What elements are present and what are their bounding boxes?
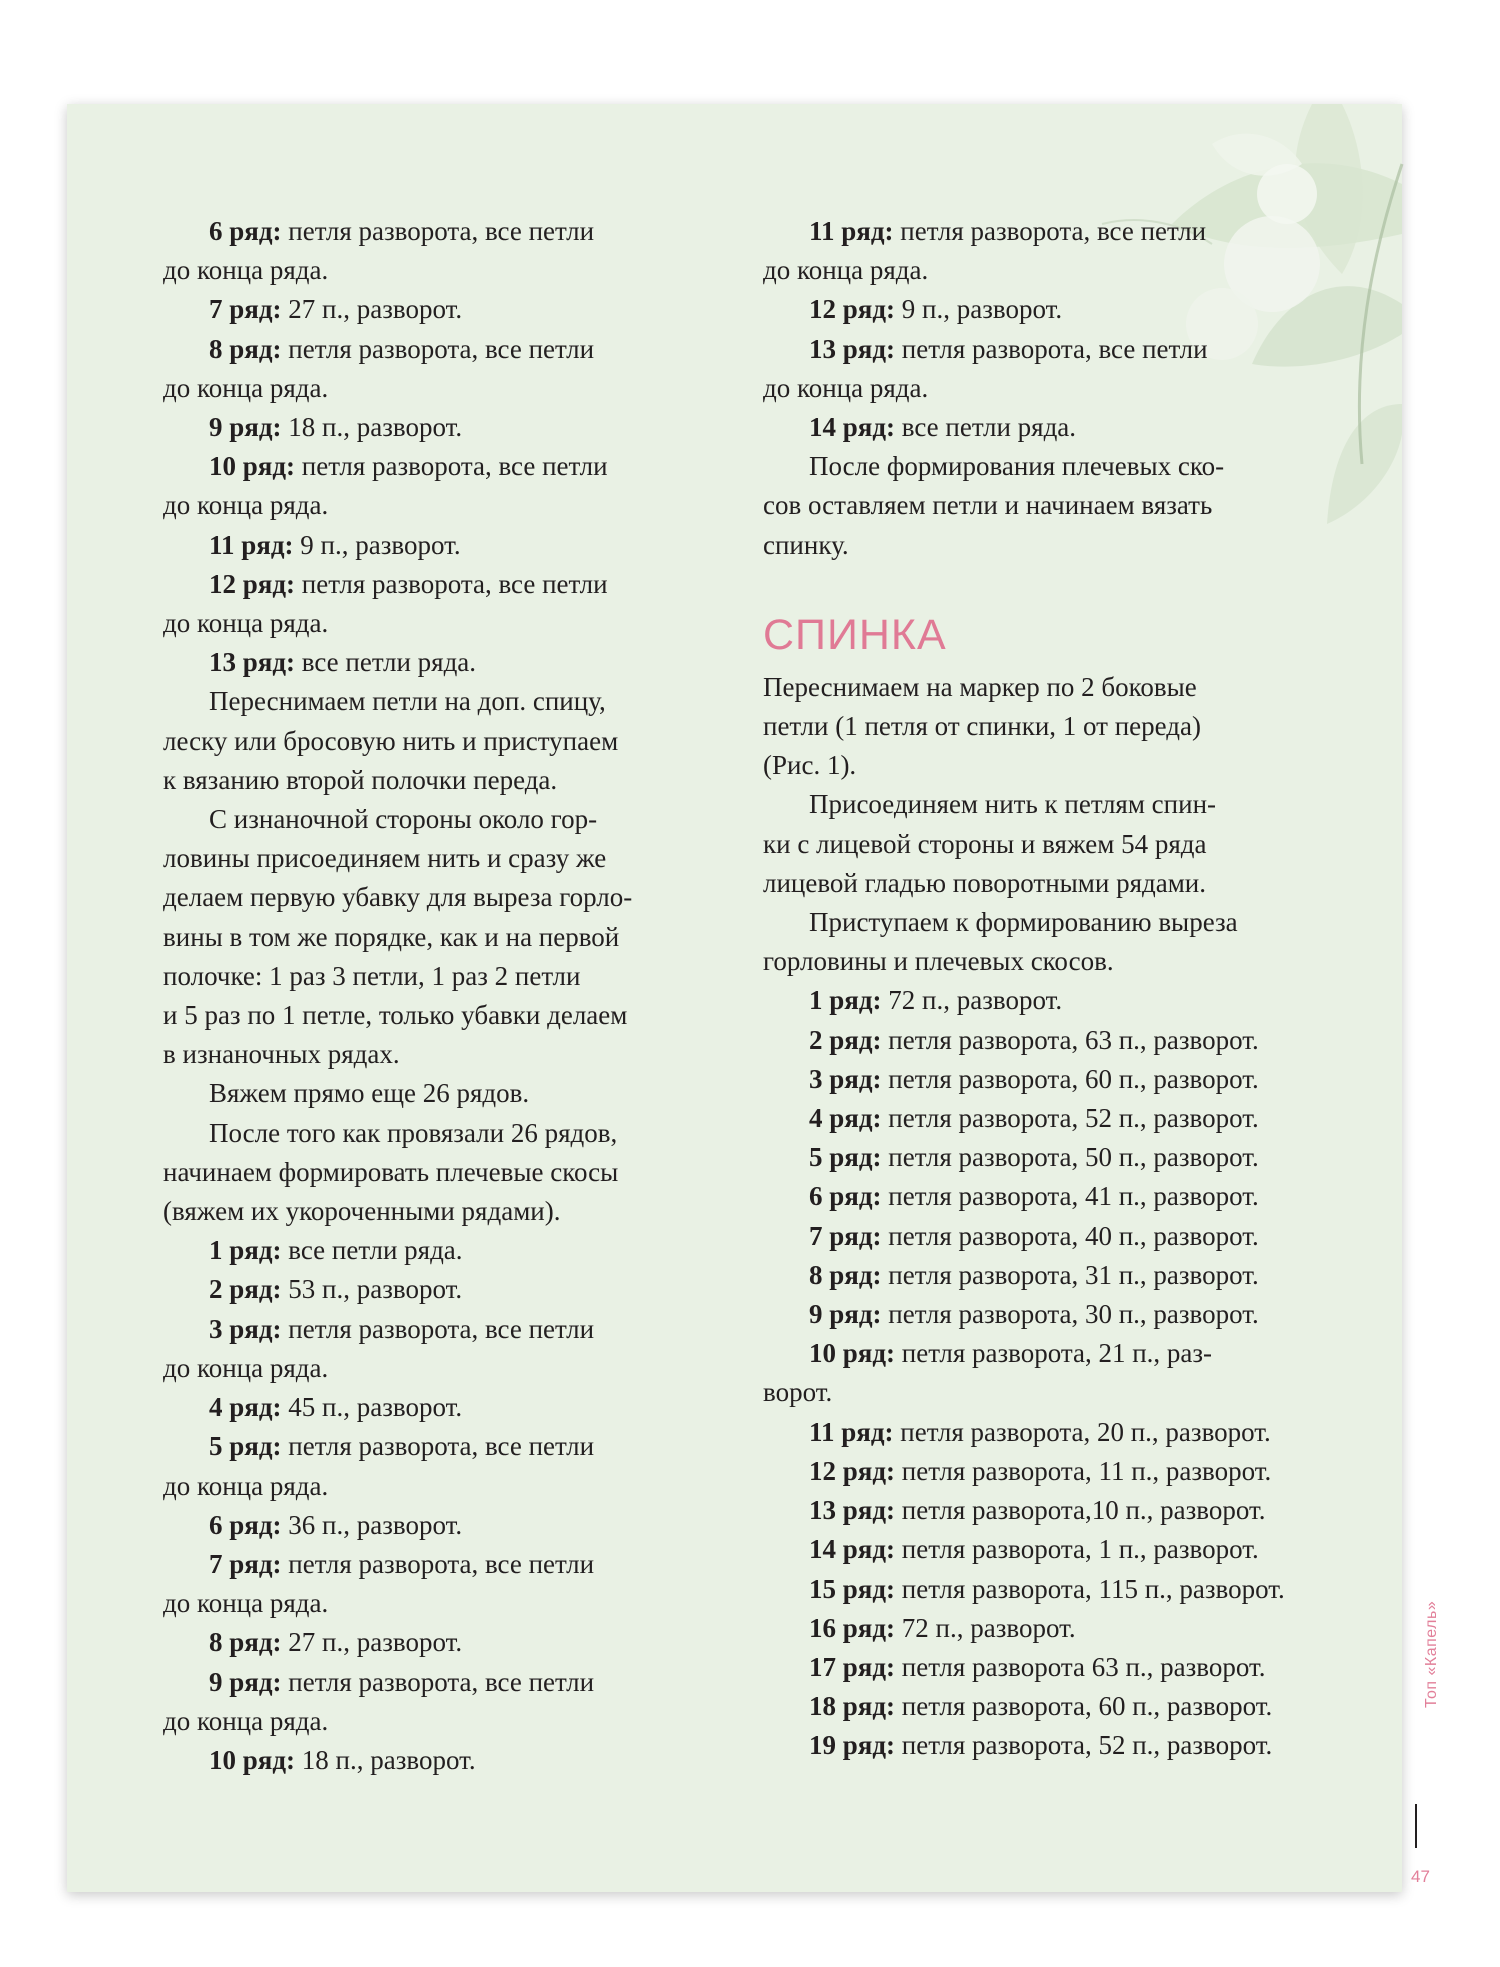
text-line: ки с лицевой стороны и вяжем 54 ряда — [763, 828, 1207, 859]
section-heading: СПИНКА — [763, 610, 947, 659]
text-line: 12 ряд: 9 п., разворот. — [809, 294, 1063, 325]
text-line: 9 ряд: петля разворота, все петли — [209, 1666, 595, 1697]
text-line: до конца ряда. — [763, 372, 929, 403]
text-line: 15 ряд: петля разворота, 115 п., разворот. — [809, 1573, 1285, 1604]
text-line: до конца ряда. — [163, 1588, 329, 1619]
text-line: вины в том же порядке, как и на первой — [163, 921, 620, 952]
text-line: ловины присоединяем нить и сразу же — [163, 843, 607, 874]
text-line: 11 ряд: 9 п., разворот. — [209, 529, 461, 560]
text-line: до конца ряда. — [763, 255, 929, 286]
page — [67, 104, 1440, 1892]
text-line: 8 ряд: петля разворота, 31 п., разворот. — [809, 1259, 1259, 1290]
text-line: 7 ряд: петля разворота, 40 п., разворот. — [809, 1220, 1259, 1251]
text-line: 18 ряд: петля разворота, 60 п., разворот. — [809, 1691, 1273, 1722]
text-line: 3 ряд: петля разворота, 60 п., разворот. — [809, 1063, 1259, 1094]
text-line: С изнаночной стороны около гор- — [209, 804, 598, 835]
text-line: 13 ряд: петля разворота, все петли — [809, 333, 1208, 364]
text-line: 12 ряд: петля разворота, 11 п., разворот. — [809, 1455, 1272, 1486]
spacer — [763, 565, 1323, 608]
text-line: до конца ряда. — [163, 255, 329, 286]
text-line: и 5 раз по 1 петле, только убавки делаем — [163, 1000, 628, 1031]
text-line: 4 ряд: петля разворота, 52 п., разворот. — [809, 1103, 1259, 1134]
text-line: 8 ряд: петля разворота, все петли — [209, 333, 595, 364]
right-column — [763, 212, 1323, 1766]
text-line: 17 ряд: петля разворота 63 п., разворот. — [809, 1651, 1266, 1682]
text-line: 2 ряд: петля разворота, 63 п., разворот. — [809, 1024, 1259, 1055]
text-line: 11 ряд: петля разворота, 20 п., разворот. — [809, 1416, 1271, 1447]
text-line: 3 ряд: петля разворота, все петли — [209, 1313, 595, 1344]
text-line: 16 ряд: 72 п., разворот. — [809, 1612, 1076, 1643]
text-line: 5 ряд: петля разворота, все петли — [209, 1431, 595, 1462]
text-line: (Рис. 1). — [763, 750, 857, 781]
text-line: 5 ряд: петля разворота, 50 п., разворот. — [809, 1142, 1259, 1173]
text-line: 9 ряд: петля разворота, 30 п., разворот. — [809, 1299, 1259, 1330]
text-line: Переснимаем на маркер по 2 боковые — [763, 671, 1197, 702]
text-line: до конца ряда. — [163, 1352, 329, 1383]
text-line: 1 ряд: все петли ряда. — [209, 1235, 463, 1266]
text-line: леску или бросовую нить и приступаем — [163, 725, 619, 756]
text-line: 6 ряд: петля разворота, 41 п., разворот. — [809, 1181, 1259, 1212]
text-line: Переснимаем петли на доп. спицу, — [209, 686, 606, 717]
text-line: лицевой гладью поворотными рядами. — [763, 867, 1207, 898]
text-line: После формирования плечевых ско- — [809, 451, 1225, 482]
text-line: 14 ряд: петля разворота, 1 п., разворот. — [809, 1534, 1259, 1565]
text-line: 2 ряд: 53 п., разворот. — [209, 1274, 463, 1305]
text-line: 9 ряд: 18 п., разворот. — [209, 412, 463, 443]
text-line: к вязанию второй полочки переда. — [163, 764, 558, 795]
text-line: После того как провязали 26 рядов, — [209, 1117, 618, 1148]
text-line: 13 ряд: петля разворота,10 п., разворот. — [809, 1495, 1266, 1526]
text-line: 19 ряд: петля разворота, 52 п., разворот. — [809, 1730, 1273, 1761]
text-line: 11 ряд: петля разворота, все петли — [809, 216, 1207, 246]
text-line: 14 ряд: все петли ряда. — [809, 412, 1077, 443]
side-running-title: Топ «Капель» — [1423, 1600, 1440, 1708]
text-line: до конца ряда. — [163, 1705, 329, 1736]
text-line: 10 ряд: 18 п., разворот. — [209, 1744, 476, 1775]
text-line: 6 ряд: 36 п., разворот. — [209, 1509, 463, 1540]
text-line: 8 ряд: 27 п., разворот. — [209, 1627, 463, 1658]
text-line: полочке: 1 раз 3 петли, 1 раз 2 петли — [163, 960, 581, 991]
text-line: до конца ряда. — [163, 372, 329, 403]
text-line: 7 ряд: 27 п., разворот. — [209, 294, 463, 325]
side-divider — [1415, 1804, 1417, 1848]
text-line: Вяжем прямо еще 26 рядов. — [209, 1078, 530, 1109]
text-line: 13 ряд: все петли ряда. — [209, 647, 477, 678]
text-line: до конца ряда. — [163, 1470, 329, 1501]
text-line: Приступаем к формированию выреза — [809, 907, 1238, 938]
text-line: 7 ряд: петля разворота, все петли — [209, 1548, 595, 1579]
left-column — [163, 212, 723, 1780]
text-line: до конца ряда. — [163, 608, 329, 639]
text-line: спинку. — [763, 529, 849, 560]
text-line: начинаем формировать плечевые скосы — [163, 1156, 619, 1187]
text-line: (вяжем их укороченными рядами). — [163, 1196, 561, 1227]
text-line: 1 ряд: 72 п., разворот. — [809, 985, 1063, 1016]
text-line: 10 ряд: петля разворота, 21 п., раз- — [809, 1338, 1213, 1369]
text-line: делаем первую убавку для выреза горло- — [163, 882, 633, 913]
text-line: Присоединяем нить к петлям спин- — [809, 789, 1217, 820]
text-line: до конца ряда. — [163, 490, 329, 521]
text-line: 10 ряд: петля разворота, все петли — [209, 451, 608, 482]
text-line: в изнаночных рядах. — [163, 1039, 400, 1070]
text-line: сов оставляем петли и начинаем вязать — [763, 490, 1213, 521]
text-line: горловины и плечевых скосов. — [763, 946, 1114, 977]
text-line: 12 ряд: петля разворота, все петли — [209, 568, 608, 599]
text-line: 6 ряд: петля разворота, все петли — [209, 216, 595, 246]
text-line: петли (1 петля от спинки, 1 от переда) — [763, 711, 1201, 742]
text-line: ворот. — [763, 1377, 833, 1408]
page-number: 47 — [1411, 1867, 1430, 1886]
text-line: 4 ряд: 45 п., разворот. — [209, 1392, 463, 1423]
